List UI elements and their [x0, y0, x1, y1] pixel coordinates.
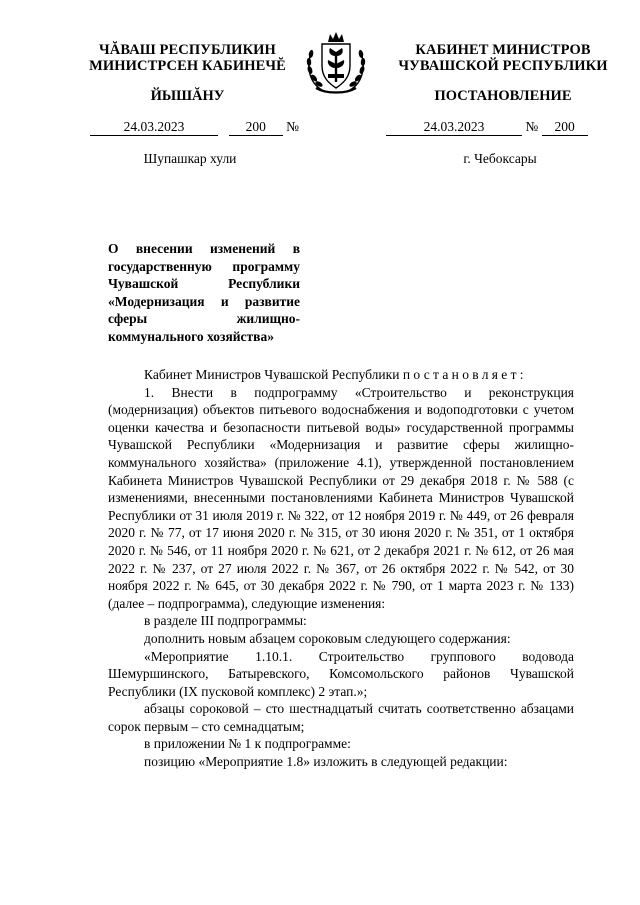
document-body	[108, 366, 574, 771]
date-left: 24.03.2023	[90, 120, 218, 136]
dateline-right	[386, 119, 588, 136]
header-left-line2: МИНИСТРСЕН КАБИНЕЧĔ	[89, 58, 286, 74]
header-left-doctype: ЙЫШĂНУ	[150, 88, 225, 104]
number-right: 200	[542, 120, 588, 136]
number-sign-right: №	[525, 119, 539, 134]
body-paragraph: в разделе III подпрограммы:	[144, 613, 307, 629]
body-paragraph: «Мероприятие 1.10.1. Строительство группового водовода Шемуршинского, Батыревского, Комсомольского районов Чувашской Республики (IX пусковой комплекс) 2 этап.»;	[108, 648, 574, 699]
number-left: 200	[229, 120, 283, 136]
place-right: г. Чебоксары	[463, 151, 537, 166]
dateline-left	[90, 119, 299, 136]
header-left-org	[80, 42, 295, 74]
date-right: 24.03.2023	[386, 120, 522, 136]
intro-paragraph	[108, 366, 574, 384]
document-title: О внесении изменений в государственную программу Чувашской Республики «Модернизация и развитие сферы жилищно-коммунального хозяйства»	[108, 241, 300, 344]
body-paragraph: дополнить новым абзацем сороковым следующего содержания:	[144, 630, 511, 646]
intro-verb: постановляет:	[402, 367, 527, 382]
number-sign-left: №	[286, 119, 300, 134]
body-paragraph: 1. Внести в подпрограмму «Строительство и реконструкция (модернизация) объектов питьевого водоснабжения и водоподготовки с учетом оценки качества и безопасности питьевой воды» государственной программы Чувашской Республики «Модернизация и развитие сферы жилищно-коммунального хозяйства» (приложение 4.1), утвержденной постановлением Кабинета Министров Чувашской Республики от 29 декабря 2018 г. № 588 (с изменениями, внесенными постановлениями Кабинета Министров Чувашской Республики от 31 июля 2019 г. № 322, от 12 ноября 2019 г. № 449, от 26 февраля 2020 г. № 77, от 17 июня 2020 г. № 315, от 30 июня 2020 г. № 351, от 1 октября 2020 г. № 546, от 11 ноября 2020 г. № 621, от 2 декабря 2021 г. № 612, от 26 мая 2022 г. № 237, от 27 июля 2022 г. № 367, от 26 октября 2022 г. № 542, от 30 ноября 2022 г. № 645, от 30 декабря 2022 г. № 790, от 1 марта 2023 г. № 133) (далее – подпрограмма), следующие изменения:	[108, 384, 574, 611]
header-right-org	[398, 42, 608, 74]
header-right-line1: КАБИНЕТ МИНИСТРОВ	[415, 42, 591, 58]
header-right-line2: ЧУВАШСКОЙ РЕСПУБЛИКИ	[398, 58, 608, 74]
body-paragraph: абзацы сороковой – сто шестнадцатый считать соответственно абзацами сорок первым – сто семнадцатым;	[108, 701, 574, 734]
body-paragraph: в приложении № 1 к подпрограмме:	[144, 736, 351, 752]
place-left: Шупашкар хули	[143, 151, 237, 166]
header-right-doctype: ПОСТАНОВЛЕНИЕ	[434, 88, 572, 104]
body-paragraph: позицию «Мероприятие 1.8» изложить в следующей редакции:	[144, 754, 508, 770]
intro-text: Кабинет Министров Чувашской Республики	[144, 367, 400, 382]
chuvash-coat-of-arms-icon	[300, 26, 372, 98]
header-left-line1: ЧĂВАШ РЕСПУБЛИКИН	[99, 42, 276, 58]
